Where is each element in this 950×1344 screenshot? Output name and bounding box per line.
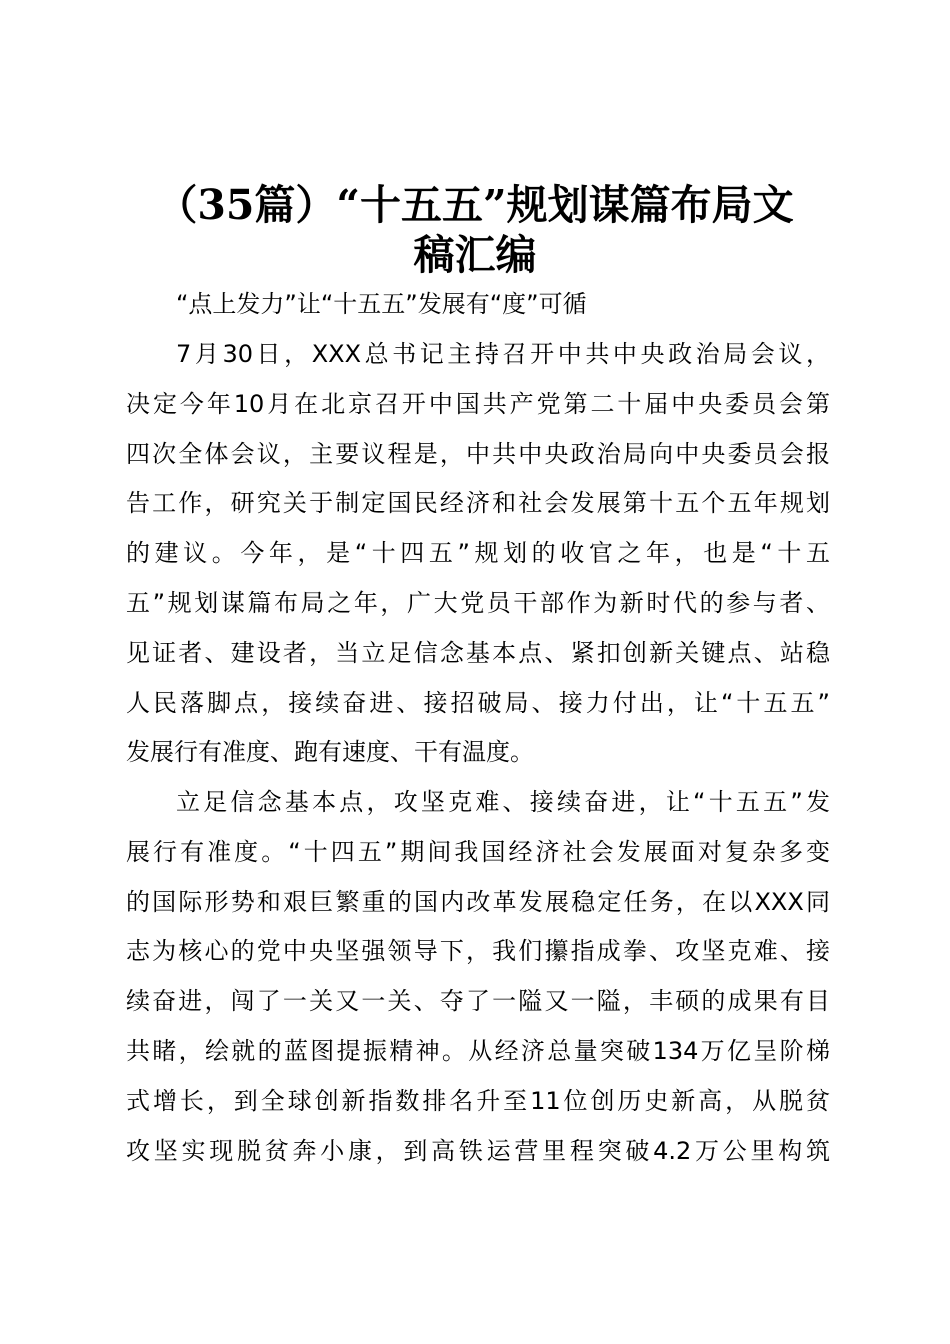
document-title-line-1: （35篇）“十五五”规划谋篇布局文: [156, 181, 794, 229]
paragraph-line: 续奋进，闯了一关又一关、夺了一隘又一隘，丰硕的成果有目: [126, 987, 830, 1015]
paragraph-line: 志为核心的党中央坚强领导下，我们攥指成拳、攻坚克难、接: [126, 937, 830, 965]
paragraph-line: 的国际形势和艰巨繁重的国内改革发展稳定任务，在以XXX同: [126, 888, 830, 916]
paragraph-line: 人民落脚点，接续奋进、接招破局、接力付出，让“十五五”: [126, 689, 830, 717]
section-subtitle: “点上发力”让“十五五”发展有“度”可循: [176, 290, 587, 318]
paragraph-line: 共睹，绘就的蓝图提振精神。从经济总量突破134万亿呈阶梯: [126, 1037, 830, 1065]
paragraph-line: 攻坚实现脱贫奔小康，到高铁运营里程突破4.2万公里构筑: [126, 1137, 830, 1165]
paragraph-line: 见证者、建设者，当立足信念基本点、紧扣创新关键点、站稳: [126, 639, 830, 667]
paragraph-line: 7月30日，XXX总书记主持召开中共中央政治局会议，: [176, 340, 830, 368]
paragraph-line: 立足信念基本点，攻坚克难、接续奋进，让“十五五”发: [176, 788, 830, 816]
document-title-line-2: 稿汇编: [413, 231, 537, 279]
paragraph-line: 式增长，到全球创新指数排名升至11位创历史新高，从脱贫: [126, 1087, 830, 1115]
paragraph-line: 的建议。今年，是“十四五”规划的收官之年，也是“十五: [126, 539, 830, 567]
paragraph-line: 发展行有准度、跑有速度、干有温度。: [126, 738, 534, 766]
paragraph-line: 决定今年10月在北京召开中国共产党第二十届中央委员会第: [126, 390, 830, 418]
paragraph-line: 展行有准度。“十四五”期间我国经济社会发展面对复杂多变: [126, 838, 830, 866]
paragraph-line: 告工作，研究关于制定国民经济和社会发展第十五个五年规划: [126, 489, 830, 517]
paragraph-line: 四次全体会议，主要议程是，中共中央政治局向中央委员会报: [126, 440, 830, 468]
paragraph-line: 五”规划谋篇布局之年，广大党员干部作为新时代的参与者、: [126, 589, 830, 617]
